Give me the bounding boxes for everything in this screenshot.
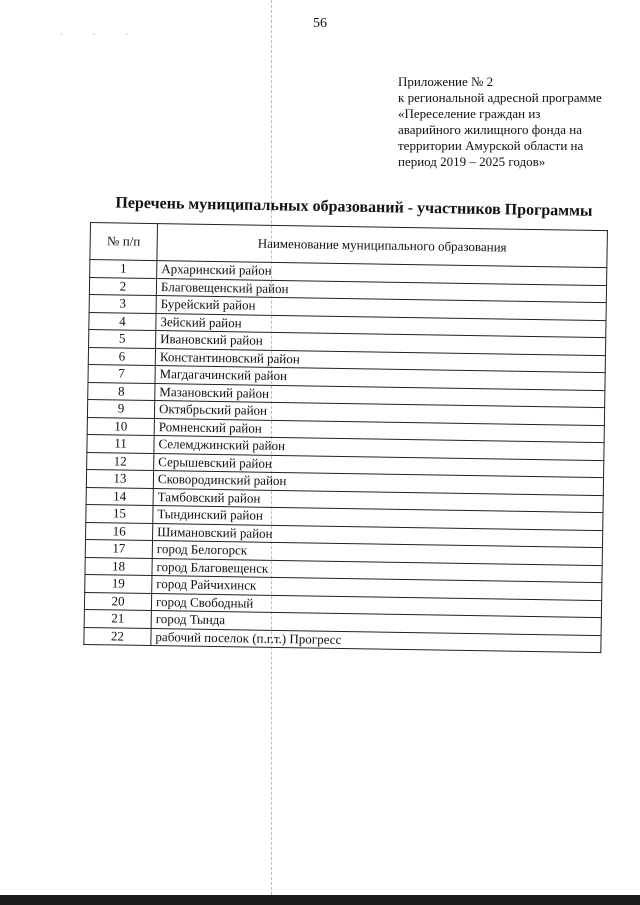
document-title: Перечень муниципальных образований - участников Программы (115, 194, 593, 220)
row-number-cell: 9 (87, 399, 154, 418)
municipality-name-cell: город Райчихинск (152, 576, 602, 601)
row-number-cell: 1 (90, 260, 157, 279)
column-header-name: Наименование муниципального образования (157, 224, 608, 268)
municipality-name-cell: Серышевский район (154, 453, 604, 478)
municipality-name-cell: рабочий поселок (п.г.т.) Прогресс (151, 628, 601, 653)
municipality-name-cell: Шимановский район (153, 523, 603, 548)
appendix-line: «Переселение граждан из (398, 106, 541, 121)
scan-specks: · · · (60, 30, 142, 39)
municipality-name-cell: Константиновский район (155, 348, 605, 373)
municipalities-table (83, 222, 608, 653)
appendix-line: Приложение № 2 (398, 74, 494, 89)
scan-bottom-edge (0, 895, 640, 905)
row-number-cell: 4 (89, 312, 156, 331)
municipality-name-cell: город Тында (151, 611, 601, 636)
row-number-cell: 3 (89, 294, 156, 313)
row-number-cell: 20 (84, 592, 151, 611)
appendix-line: период 2019 – 2025 годов» (398, 154, 546, 169)
municipality-name-cell: Магдагачинский район (155, 366, 605, 391)
municipality-name-cell: город Благовещенск (152, 558, 602, 583)
municipality-name-cell: Благовещенский район (156, 278, 606, 303)
municipality-name-cell: Мазановский район (155, 383, 605, 408)
row-number-cell: 11 (87, 434, 154, 453)
row-number-cell: 13 (86, 469, 153, 488)
page-number: 56 (313, 16, 327, 31)
municipality-name-cell: Октябрьский район (154, 401, 604, 426)
row-number-cell: 6 (88, 347, 155, 366)
appendix-line: территории Амурской области на (398, 138, 584, 153)
row-number-cell: 8 (88, 382, 155, 401)
municipality-name-cell: Бурейский район (156, 296, 606, 321)
row-number-cell: 18 (85, 557, 152, 576)
municipality-name-cell: Сковородинский район (153, 471, 603, 496)
municipality-name-cell: Селемджинский район (154, 436, 604, 461)
column-header-number: № п/п (90, 223, 158, 261)
municipality-name-cell: Ивановский район (156, 331, 606, 356)
row-number-cell: 19 (85, 574, 152, 593)
row-number-cell: 15 (86, 504, 153, 523)
municipality-name-cell: Архаринский район (157, 261, 607, 286)
row-number-cell: 21 (84, 609, 151, 628)
row-number-cell: 12 (87, 452, 154, 471)
row-number-cell: 17 (85, 539, 152, 558)
appendix-line: аварийного жилищного фонда на (398, 122, 582, 137)
row-number-cell: 7 (88, 364, 155, 383)
appendix-line: к региональной адресной программе (398, 90, 602, 105)
municipality-name-cell: Тындинский район (153, 506, 603, 531)
row-number-cell: 5 (89, 329, 156, 348)
row-number-cell: 16 (86, 522, 153, 541)
municipality-name-cell: город Свободный (151, 593, 601, 618)
appendix-block (398, 74, 630, 170)
table-body (84, 260, 607, 653)
municipality-name-cell: Зейский район (156, 313, 606, 338)
municipality-name-cell: Ромненский район (154, 418, 604, 443)
row-number-cell: 22 (84, 627, 151, 646)
municipality-name-cell: Тамбовский район (153, 488, 603, 513)
row-number-cell: 2 (89, 277, 156, 296)
municipalities-table-wrapper (83, 222, 608, 653)
row-number-cell: 10 (87, 417, 154, 436)
municipality-name-cell: город Белогорск (152, 541, 602, 566)
row-number-cell: 14 (86, 487, 153, 506)
